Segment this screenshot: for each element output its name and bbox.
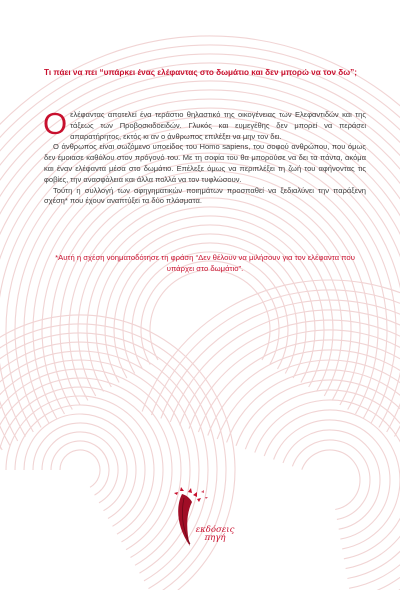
- publisher-name: [188, 526, 242, 542]
- publisher-name-line1: εκδόσεις: [195, 525, 235, 535]
- paragraph-1-text: ελέφαντας αποτελεί ένα τεράστιο θηλαστικό της οικογένειας των Ελεφαντιδών και της τάξεως των Προβοσκιδοειδών. Γλυκός και ευμεγέθης δεν μπορεί να περάσει απαρατήρητος, εκτός κι αν ο άνθρωπος επιλέξει να μην τον δει.: [70, 110, 366, 141]
- footnote: *Αυτή η σχέση νοηματοδότησε τη φράση “Δεν θέλουν να μιλήσουν για τον ελέφαντα που υπάρχει στο δωμάτιο”.: [55, 253, 355, 273]
- publisher-logo-feather-icon: [168, 486, 248, 556]
- drop-cap: Ο: [43, 106, 68, 141]
- synopsis: [43, 106, 366, 207]
- paragraph-3: Τούτη η συλλογή των αφηγηματικών ποιημάτων προσπαθεί να ξεδιαλύνει την παράξενη σχέση* που έχουν αναπτύξει τα δύο πλάσματα.: [44, 185, 366, 206]
- paragraph-1: [43, 106, 366, 142]
- publisher-name-line2: πηγή: [204, 533, 226, 543]
- paragraph-2: Ο άνθρωπος είναι σωζόμενο υποείδος του Homo sapiens, του σοφού ανθρώπου, που όμως δεν έμοιασε καθόλου στον πρόγονό του. Με τη σοφία του θα μπορούσε να δει τα πάντα, ακόμα και έναν ελέφαντα μέσα στο δωμάτιο. Επέλεξε όμως να περιπλέξει τη ζωή του αφήνοντας τις φοβίες, την ανασφάλεια και άλλα πολλά να τον τυφλώσουν.: [44, 142, 366, 184]
- headline-question: Τι πάει να πει “υπάρκει ένας ελέφαντας στο δωμάτιο και δεν μπορώ να τον δω”;: [44, 68, 357, 77]
